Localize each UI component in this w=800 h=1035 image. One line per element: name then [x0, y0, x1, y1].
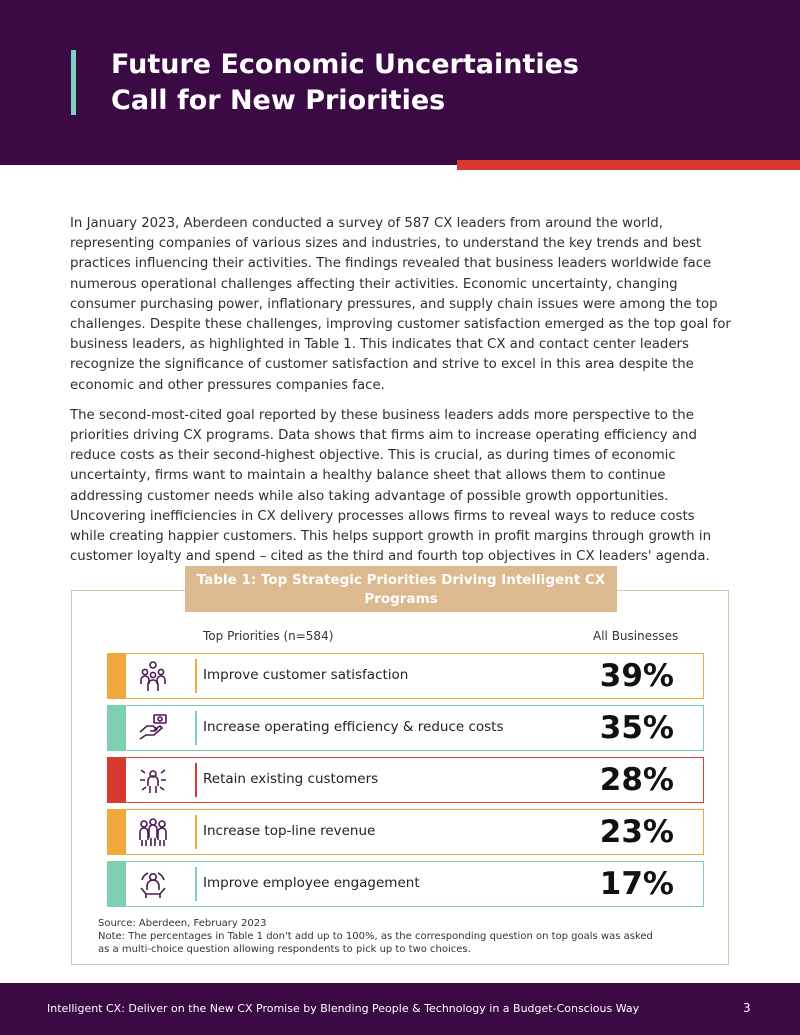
- row-accent: [107, 705, 125, 751]
- table-row: [107, 653, 704, 699]
- row-value: 28%: [599, 762, 674, 798]
- note-line: Note: The percentages in Table 1 don't add up to 100%, as the corresponding question on top goals was asked: [98, 931, 653, 942]
- body-text: [70, 214, 732, 577]
- header-banner: [0, 0, 800, 165]
- page-number: 3: [743, 1001, 751, 1015]
- source-line: Source: Aberdeen, February 2023: [98, 918, 267, 929]
- hand-money-icon: [137, 712, 169, 744]
- people-group-icon: [137, 660, 169, 692]
- row-label: Increase operating efficiency & reduce costs: [203, 719, 504, 735]
- table-row: [107, 809, 704, 855]
- header-red-strip: [457, 160, 800, 170]
- row-value: 39%: [599, 658, 674, 694]
- title-line-1: Future Economic Uncertainties: [111, 49, 579, 80]
- row-label: Retain existing customers: [203, 771, 379, 787]
- column-header-all-businesses: All Businesses: [593, 629, 679, 643]
- column-header-priorities: Top Priorities (n=584): [203, 629, 334, 643]
- row-label: Improve customer satisfaction: [203, 667, 409, 683]
- team-growth-icon: [137, 816, 169, 848]
- row-label: Increase top-line revenue: [203, 823, 376, 839]
- footer-title: Intelligent CX: Deliver on the New CX Promise by Blending People & Technology in a Budget-Conscious Way: [47, 1002, 640, 1015]
- row-accent: [107, 809, 125, 855]
- row-label: Improve employee engagement: [203, 875, 420, 891]
- page-title: [111, 47, 751, 119]
- title-line-2: Call for New Priorities: [111, 85, 446, 116]
- employee-circle-icon: [137, 868, 169, 900]
- row-value: 35%: [599, 710, 674, 746]
- row-accent: [107, 757, 125, 803]
- note-line-continued: as a multi-choice question allowing respondents to pick up to two choices.: [98, 944, 471, 955]
- customer-network-icon: [137, 764, 169, 796]
- row-accent: [107, 861, 125, 907]
- footer: [0, 983, 800, 1035]
- table-row: [107, 705, 704, 751]
- header-accent-bar: [71, 50, 76, 115]
- row-value: 23%: [599, 814, 674, 850]
- paragraph-1: In January 2023, Aberdeen conducted a survey of 587 CX leaders from around the world, representing companies of various sizes and industries, to understand the key trends and best practices influencing their activities. The findings revealed that business leaders worldwide face numerous operational challenges affecting their activities. Economic uncertainty, changing consumer purchasing power, inflationary pressures, and supply chain issues were among the top challenges. Despite these challenges, improving customer satisfaction emerged as the top goal for business leaders, as highlighted in Table 1. This indicates that CX and contact center leaders recognize the significance of customer satisfaction and strive to excel in this area despite the economic and other pressures companies face.: [70, 216, 731, 393]
- paragraph-2: The second-most-cited goal reported by these business leaders adds more perspective to the priorities driving CX programs. Data shows that firms aim to increase operating efficiency and reduce costs as their second-highest objective. This is crucial, as during times of economic uncertainty, firms want to maintain a healthy balance sheet that allows them to continue addressing customer needs while also taking advantage of possible growth opportunities. Uncovering inefficiencies in CX delivery processes allows firms to reveal ways to reduce costs while creating happier customers. This helps support growth in profit margins through growth in customer loyalty and spend – cited as the third and fourth top objectives in CX leaders' agenda.: [70, 407, 712, 565]
- table-row: [107, 757, 704, 803]
- row-accent: [107, 653, 125, 699]
- table-title: Table 1: Top Strategic Priorities Driving Intelligent CX Programs: [185, 566, 617, 612]
- row-value: 17%: [599, 866, 674, 902]
- source-note: [98, 917, 698, 956]
- table-row: [107, 861, 704, 907]
